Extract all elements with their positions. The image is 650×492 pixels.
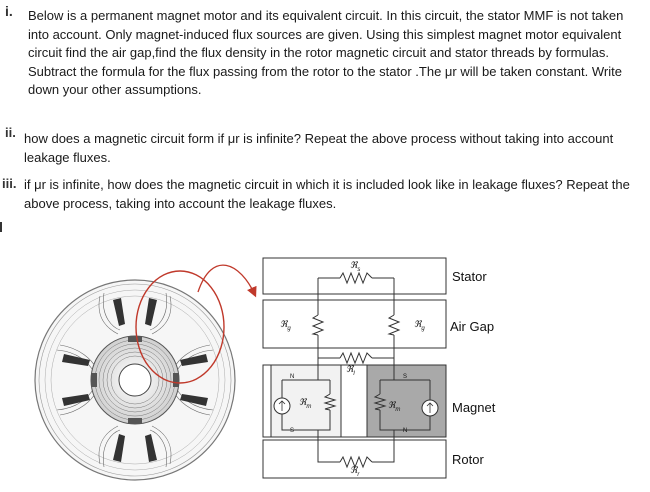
rg-left-symbol: ℜ$_g$	[280, 320, 291, 332]
zoom-arrow	[198, 265, 255, 295]
label-rotor: Rotor	[452, 452, 484, 467]
rm-left-symbol: ℜ$_m$	[299, 398, 312, 410]
label-magnet: Magnet	[452, 400, 496, 415]
question-1-text: Below is a permanent magnet motor and its equivalent circuit. In this circuit, the stator MMF is not taken into account. Only magnet-induced flux sources are given. Using this simplest magnet motor equivalent circuit find the air gap,find the flux density in the rotor magnetic circuit and stator threads by formulas. Subtract the formula for the flux passing from the rotor to the stator .The μr will be taken constant. Write down your other assumptions.	[28, 8, 624, 97]
question-number-1: i.	[5, 3, 13, 19]
equivalent-circuit	[263, 258, 446, 478]
pole-n-right: N	[403, 428, 408, 434]
label-air-gap: Air Gap	[450, 319, 495, 334]
pole-s-left: S	[290, 428, 295, 434]
question-2-text: how does a magnetic circuit form if μr is infinite? Repeat the above process without taking into account leakage fluxes.	[24, 131, 614, 165]
rm-right-symbol: ℜ$_m$	[388, 401, 401, 413]
rg-right-symbol: ℜ$_g$	[414, 320, 425, 332]
rs-symbol: ℜ$_s$	[350, 261, 361, 273]
question-number-3: iii.	[2, 176, 17, 191]
pole-n-left: N	[290, 374, 295, 380]
motor-cross-section	[35, 280, 235, 480]
label-stator: Stator	[452, 269, 487, 284]
question-3-text: if μr is infinite, how does the magnetic circuit in which it is included look like in leakage fluxes? Repeat the above process, taking into account the leakage fluxes.	[24, 177, 630, 211]
question-number-2: ii.	[5, 125, 16, 140]
rr-symbol: ℜ$_r$	[350, 466, 360, 478]
pole-s-right: S	[403, 374, 408, 380]
rl-symbol: ℜ$_l$	[346, 365, 355, 377]
